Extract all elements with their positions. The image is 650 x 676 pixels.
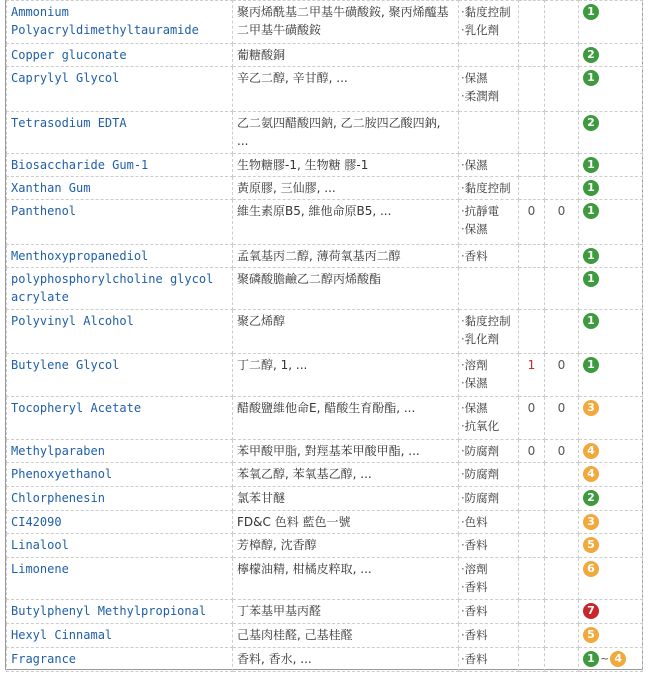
- function-tag: · 防腐劑: [461, 465, 518, 483]
- ingredient-chinese-name: 氯苯甘醚: [233, 487, 459, 511]
- function-tag: · 抗靜電: [461, 202, 518, 220]
- table-row: [7, 310, 643, 354]
- safety-rating: [579, 511, 643, 534]
- ingredient-chinese-name: 檸檬油精, 柑橘皮粹取, ...: [233, 558, 459, 600]
- acne-score: [519, 177, 545, 200]
- irritation-score: [545, 648, 579, 672]
- ingredient-functions: [459, 245, 519, 268]
- irritation-score: [545, 558, 579, 600]
- table-row: [7, 245, 643, 268]
- rating-badge: 3: [583, 514, 599, 530]
- acne-score: 0: [519, 397, 545, 440]
- function-tag: · 抗氧化: [461, 417, 518, 435]
- irritation-score: [545, 600, 579, 624]
- ingredient-functions: [459, 534, 519, 558]
- rating-badge: 7: [583, 603, 599, 619]
- safety-rating: [579, 177, 643, 200]
- ingredient-name-link[interactable]: CI42090: [7, 511, 233, 534]
- rating-badge: 1: [583, 313, 599, 329]
- function-tag: · 香料: [461, 578, 518, 596]
- ingredient-table-panel: [5, 0, 643, 670]
- acne-score: [519, 534, 545, 558]
- rating-badge: 4: [583, 443, 599, 459]
- ingredient-name-link[interactable]: Fragrance: [7, 648, 233, 672]
- safety-rating: [579, 354, 643, 397]
- rating-badge: 3: [583, 400, 599, 416]
- ingredient-chinese-name: 葡糖酸銅: [233, 44, 459, 67]
- ingredient-functions: [459, 200, 519, 245]
- ingredient-functions: [459, 268, 519, 310]
- acne-score: [519, 511, 545, 534]
- table-row: [7, 177, 643, 200]
- rating-badge: 2: [583, 490, 599, 506]
- function-tag: · 香料: [461, 602, 518, 620]
- acne-score: [519, 624, 545, 648]
- ingredient-chinese-name: 苯氧乙醇, 苯氧基乙醇, ...: [233, 463, 459, 487]
- rating-range-separator: ~: [600, 652, 610, 665]
- rating-badge: 1: [583, 70, 599, 86]
- table-row: [7, 154, 643, 177]
- ingredient-name-link[interactable]: Ammonium Polyacryldimethyltauramide: [7, 1, 233, 44]
- ingredient-chinese-name: FD&C 色料 藍色一號: [233, 511, 459, 534]
- function-tag: · 溶劑: [461, 356, 518, 374]
- irritation-score: [545, 487, 579, 511]
- irritation-score: [545, 268, 579, 310]
- function-tag: · 乳化劑: [461, 21, 518, 39]
- irritation-score: 0: [545, 440, 579, 463]
- function-tag: · 黏度控制: [461, 312, 518, 330]
- irritation-score: [545, 624, 579, 648]
- safety-rating: [579, 440, 643, 463]
- ingredient-functions: [459, 600, 519, 624]
- table-row: [7, 534, 643, 558]
- ingredient-name-link[interactable]: Panthenol: [7, 200, 233, 245]
- ingredient-chinese-name: 己基肉桂醛, 己基桂醛: [233, 624, 459, 648]
- function-tag: · 香料: [461, 536, 518, 554]
- ingredient-name-link[interactable]: Copper gluconate: [7, 44, 233, 67]
- table-row: [7, 354, 643, 397]
- ingredient-name-link[interactable]: Biosaccharide Gum-1: [7, 154, 233, 177]
- safety-rating: [579, 154, 643, 177]
- function-tag: · 保濕: [461, 399, 518, 417]
- ingredient-chinese-name: 辛乙二醇, 辛甘醇, ...: [233, 67, 459, 112]
- ingredient-rows: [7, 1, 643, 672]
- ingredient-name-link[interactable]: Caprylyl Glycol: [7, 67, 233, 112]
- table-row: [7, 648, 643, 672]
- ingredient-chinese-name: 聚乙烯醇: [233, 310, 459, 354]
- rating-badge: 1: [583, 271, 599, 287]
- ingredient-functions: [459, 463, 519, 487]
- irritation-score: 0: [545, 354, 579, 397]
- ingredient-name-link[interactable]: polyphosphorylcholine glycol acrylate: [7, 268, 233, 310]
- rating-badge: 1: [583, 180, 599, 196]
- rating-badge: 1: [583, 248, 599, 264]
- table-row: [7, 397, 643, 440]
- function-tag: · 香料: [461, 650, 518, 668]
- safety-rating: [579, 112, 643, 154]
- acne-score: [519, 44, 545, 67]
- ingredient-functions: [459, 154, 519, 177]
- acne-score: [519, 600, 545, 624]
- acne-score: [519, 268, 545, 310]
- ingredient-functions: [459, 511, 519, 534]
- safety-rating: [579, 487, 643, 511]
- function-tag: · 柔潤劑: [461, 87, 518, 105]
- ingredient-chinese-name: 維生素原B5, 維他命原B5, ...: [233, 200, 459, 245]
- safety-rating: [579, 648, 643, 672]
- function-tag: · 防腐劑: [461, 489, 518, 507]
- table-row: [7, 112, 643, 154]
- function-tag: · 保濕: [461, 69, 518, 87]
- function-tag: · 香料: [461, 626, 518, 644]
- ingredient-name-link[interactable]: Butylene Glycol: [7, 354, 233, 397]
- rating-badge: 1: [583, 357, 599, 373]
- rating-badge: 4: [610, 651, 626, 667]
- table-row: [7, 268, 643, 310]
- acne-score: [519, 558, 545, 600]
- safety-rating: [579, 534, 643, 558]
- table-row: [7, 1, 643, 44]
- rating-badge: 6: [583, 561, 599, 577]
- ingredient-name-link[interactable]: Methylparaben: [7, 440, 233, 463]
- irritation-score: [545, 310, 579, 354]
- rating-badge: 5: [583, 627, 599, 643]
- ingredient-table: [6, 0, 643, 672]
- rating-badge: 2: [583, 115, 599, 131]
- function-tag: · 保濕: [461, 220, 518, 238]
- acne-score: [519, 1, 545, 44]
- irritation-score: [545, 154, 579, 177]
- ingredient-functions: [459, 67, 519, 112]
- acne-score: [519, 112, 545, 154]
- table-row: [7, 487, 643, 511]
- ingredient-functions: [459, 44, 519, 67]
- safety-rating: [579, 200, 643, 245]
- ingredient-functions: [459, 310, 519, 354]
- irritation-score: [545, 463, 579, 487]
- ingredient-functions: [459, 440, 519, 463]
- safety-rating: [579, 1, 643, 44]
- irritation-score: [545, 177, 579, 200]
- rating-badge: 5: [583, 537, 599, 553]
- table-row: [7, 511, 643, 534]
- rating-badge: 4: [583, 466, 599, 482]
- irritation-score: [545, 245, 579, 268]
- ingredient-name-link[interactable]: Menthoxypropanediol: [7, 245, 233, 268]
- ingredient-name-link[interactable]: Phenoxyethanol: [7, 463, 233, 487]
- irritation-score: [545, 112, 579, 154]
- safety-rating: [579, 44, 643, 67]
- ingredient-chinese-name: 乙二氨四醋酸四鈉, 乙二胺四乙酸四鈉, ...: [233, 112, 459, 154]
- rating-badge: 1: [583, 157, 599, 173]
- irritation-score: 0: [545, 397, 579, 440]
- ingredient-name-link[interactable]: Tocopheryl Acetate: [7, 397, 233, 440]
- ingredient-name-link[interactable]: Chlorphenesin: [7, 487, 233, 511]
- function-tag: · 溶劑: [461, 560, 518, 578]
- ingredient-chinese-name: 黃原膠, 三仙膠, ...: [233, 177, 459, 200]
- table-row: [7, 463, 643, 487]
- acne-score: [519, 67, 545, 112]
- function-tag: · 保濕: [461, 156, 518, 174]
- function-tag: · 黏度控制: [461, 3, 518, 21]
- ingredient-name-link[interactable]: Polyvinyl Alcohol: [7, 310, 233, 354]
- ingredient-chinese-name: 丁二醇, 1, ...: [233, 354, 459, 397]
- ingredient-functions: [459, 112, 519, 154]
- safety-rating: [579, 245, 643, 268]
- table-row: [7, 44, 643, 67]
- safety-rating: [579, 600, 643, 624]
- ingredient-functions: [459, 354, 519, 397]
- rating-badge: 1: [583, 651, 599, 667]
- acne-score: [519, 310, 545, 354]
- ingredient-chinese-name: 醋酸鹽維他命E, 醋酸生育酚酯, ...: [233, 397, 459, 440]
- safety-rating: [579, 67, 643, 112]
- ingredient-chinese-name: 丁苯基甲基丙醛: [233, 600, 459, 624]
- irritation-score: [545, 67, 579, 112]
- ingredient-functions: [459, 624, 519, 648]
- table-row: [7, 600, 643, 624]
- ingredient-chinese-name: 孟氧基丙二醇, 薄荷氧基丙二醇: [233, 245, 459, 268]
- function-tag: · 乳化劑: [461, 330, 518, 348]
- function-tag: · 保濕: [461, 374, 518, 392]
- acne-score: 0: [519, 440, 545, 463]
- ingredient-name-link[interactable]: Tetrasodium EDTA: [7, 112, 233, 154]
- irritation-score: [545, 44, 579, 67]
- acne-score: [519, 648, 545, 672]
- function-tag: · 色料: [461, 513, 518, 531]
- function-tag: · 香料: [461, 247, 518, 265]
- ingredient-name-link[interactable]: Butylphenyl Methylpropional: [7, 600, 233, 624]
- acne-score: 0: [519, 200, 545, 245]
- safety-rating: [579, 397, 643, 440]
- ingredient-functions: [459, 558, 519, 600]
- safety-rating: [579, 558, 643, 600]
- safety-rating: [579, 268, 643, 310]
- safety-rating: [579, 463, 643, 487]
- function-tag: · 黏度控制: [461, 179, 518, 197]
- ingredient-chinese-name: 生物糖膠-1, 生物糖 膠-1: [233, 154, 459, 177]
- acne-score: [519, 463, 545, 487]
- safety-rating: [579, 310, 643, 354]
- function-tag: · 防腐劑: [461, 442, 518, 460]
- ingredient-name-link[interactable]: Xanthan Gum: [7, 177, 233, 200]
- safety-rating: [579, 624, 643, 648]
- table-row: [7, 67, 643, 112]
- ingredient-name-link[interactable]: Limonene: [7, 558, 233, 600]
- table-row: [7, 200, 643, 245]
- ingredient-chinese-name: 苯甲酸甲脂, 對羥基苯甲酸甲酯, ...: [233, 440, 459, 463]
- ingredient-chinese-name: 芳樟醇, 沈香醇: [233, 534, 459, 558]
- rating-badge: 2: [583, 47, 599, 63]
- ingredient-functions: [459, 648, 519, 672]
- acne-score: [519, 154, 545, 177]
- ingredient-functions: [459, 487, 519, 511]
- ingredient-chinese-name: 香料, 香水, ...: [233, 648, 459, 672]
- rating-badge: 1: [583, 203, 599, 219]
- acne-score: [519, 487, 545, 511]
- irritation-score: 0: [545, 200, 579, 245]
- ingredient-name-link[interactable]: Linalool: [7, 534, 233, 558]
- ingredient-functions: [459, 177, 519, 200]
- ingredient-chinese-name: 聚丙烯酰基二甲基牛磺酸銨, 聚丙烯醯基二甲基牛磺酸銨: [233, 1, 459, 44]
- table-row: [7, 624, 643, 648]
- irritation-score: [545, 511, 579, 534]
- ingredient-functions: [459, 397, 519, 440]
- acne-score: [519, 245, 545, 268]
- irritation-score: [545, 534, 579, 558]
- table-row: [7, 558, 643, 600]
- ingredient-functions: [459, 1, 519, 44]
- irritation-score: [545, 1, 579, 44]
- table-row: [7, 440, 643, 463]
- rating-badge: 1: [583, 4, 599, 20]
- ingredient-chinese-name: 聚磷酸膽鹼乙二醇丙烯酸酯: [233, 268, 459, 310]
- ingredient-name-link[interactable]: Hexyl Cinnamal: [7, 624, 233, 648]
- acne-score: 1: [519, 354, 545, 397]
